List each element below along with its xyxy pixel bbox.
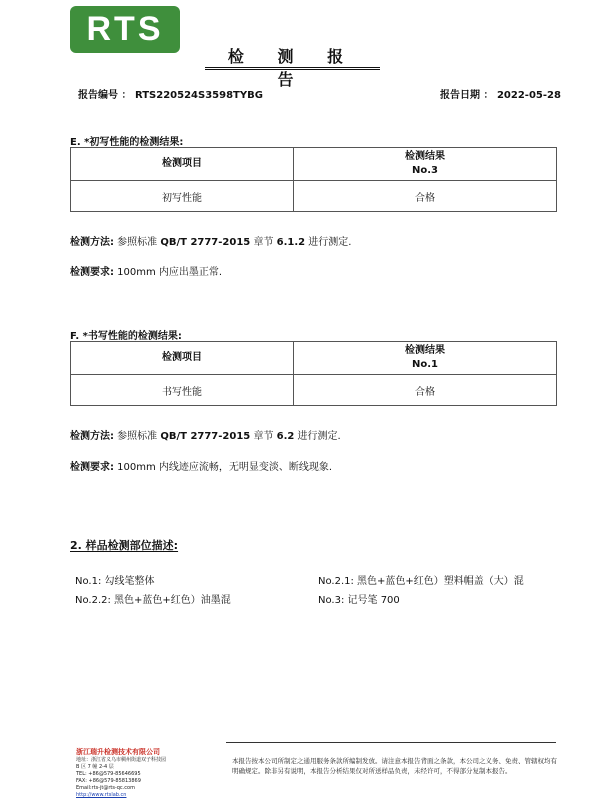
test-result-cell: 合格 xyxy=(294,181,557,212)
method-mid: 章节 xyxy=(250,237,277,248)
method-mid: 章节 xyxy=(250,431,277,442)
table-row xyxy=(71,181,557,212)
method-label: 检测方法: xyxy=(70,431,114,442)
col-test-item: 检测项目 xyxy=(71,148,294,181)
col-result-label: 检测结果 xyxy=(405,345,445,356)
method-text: 参照标准 xyxy=(114,237,161,248)
report-date-value: 2022-05-28 xyxy=(496,90,561,101)
company-info xyxy=(76,748,216,799)
col-result-label: 检测结果 xyxy=(405,151,445,162)
test-item-cell: 初写性能 xyxy=(71,181,294,212)
requirement-label: 检测要求: xyxy=(70,267,114,278)
section-e-requirement xyxy=(70,263,222,278)
method-text: 参照标准 xyxy=(114,431,161,442)
section-e-table xyxy=(70,147,557,212)
sample-part-item: No.2.2: 黑色+蓝色+红色）油墨混 xyxy=(75,595,231,606)
sample-part-item: No.1: 勾线笔整体 xyxy=(75,576,155,587)
method-standard: QB/T 2777-2015 xyxy=(160,237,251,248)
col-sample-no: No.1 xyxy=(412,359,438,370)
footer-divider xyxy=(226,742,556,743)
report-number-label: 报告编号 xyxy=(78,90,118,101)
section-f-title: F. *书写性能的检测结果: xyxy=(70,331,182,342)
method-standard: QB/T 2777-2015 xyxy=(160,431,251,442)
method-clause: 6.2 xyxy=(276,431,295,442)
test-result-cell: 合格 xyxy=(294,375,557,406)
company-name: 浙江瑞升检测技术有限公司 xyxy=(76,748,160,756)
report-number-sep: ： xyxy=(121,90,132,101)
sample-part-item: No.3: 记号笔 700 xyxy=(318,595,400,606)
company-address: 地址：浙江省义乌市稠州街道双子科技园 xyxy=(76,757,167,763)
col-test-result xyxy=(294,148,557,181)
report-number-value: RTS220524S3598TYBG xyxy=(134,90,263,101)
table-header-row xyxy=(71,148,557,181)
method-label: 检测方法: xyxy=(70,237,114,248)
table-row xyxy=(71,375,557,406)
section-2-title: 2. 样品检测部位描述: xyxy=(70,539,179,552)
section-f-method xyxy=(70,427,341,442)
section-e-title: E. *初写性能的检测结果: xyxy=(70,137,184,148)
report-number xyxy=(78,86,263,101)
report-date xyxy=(440,86,561,101)
rts-logo: RTS xyxy=(70,6,180,53)
test-item-cell: 书写性能 xyxy=(71,375,294,406)
title-underline xyxy=(205,67,380,70)
section-e-method xyxy=(70,233,351,248)
report-date-sep: ： xyxy=(483,90,494,101)
requirement-text: 100mm 内应出墨正常. xyxy=(114,267,223,278)
company-tel: TEL: +86@579-85646695 xyxy=(76,771,141,777)
report-date-label: 报告日期 xyxy=(440,90,480,101)
table-header-row xyxy=(71,342,557,375)
requirement-label: 检测要求: xyxy=(70,462,114,473)
requirement-text: 100mm 内线迹应流畅，无明显变淡、断线现象. xyxy=(114,462,333,473)
method-end: 进行测定. xyxy=(305,237,352,248)
disclaimer-text: 本报告按本公司所制定之通用服务条款所编制发放。请注意本报告背面之条款，本公司之义务、免责、管辖权均有明确规定。除非另有说明，本报告分析结果仅对所送样品负责，未经许可，不得部分复制本报告。 xyxy=(232,757,557,775)
section-f-requirement xyxy=(70,458,332,473)
sample-part-item: No.2.1: 黑色+蓝色+红色）塑料帽盖（大）混 xyxy=(318,576,524,587)
col-test-item: 检测项目 xyxy=(71,342,294,375)
company-fax: FAX: +86@579-85813869 xyxy=(76,778,141,784)
company-website-link[interactable]: http://www.rtslab.cn xyxy=(76,792,127,798)
company-address-2: B 区 7 幢 2-4 层 xyxy=(76,764,114,770)
section-f-table xyxy=(70,341,557,406)
company-email: Email:rts-jt@rts-qc.com xyxy=(76,785,135,791)
col-sample-no: No.3 xyxy=(412,165,438,176)
method-clause: 6.1.2 xyxy=(276,237,306,248)
method-end: 进行测定. xyxy=(294,431,341,442)
report-title: 检 测 报 告 xyxy=(227,47,358,89)
col-test-result xyxy=(294,342,557,375)
